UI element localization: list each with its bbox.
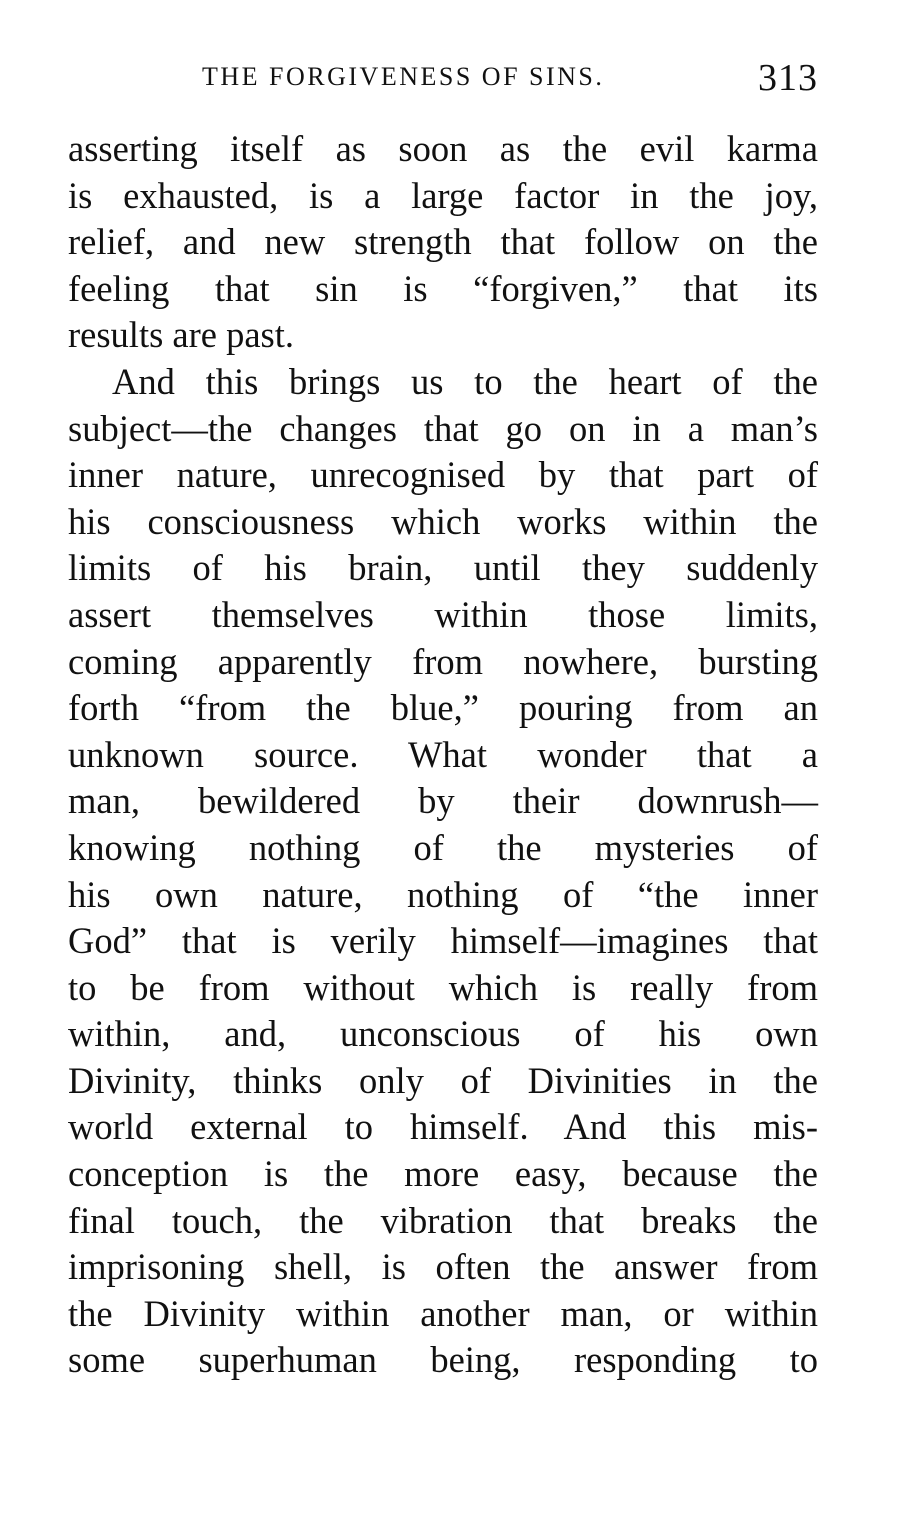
text-line: conception is the more easy, because the	[68, 1153, 818, 1195]
text-line: And this brings us to the heart of the	[112, 360, 818, 402]
text-line: inner nature, unrecognised by that part of	[68, 454, 818, 496]
page-header	[66, 58, 818, 98]
text-line: results are past.	[68, 314, 295, 356]
text-line: some superhuman being, responding to	[68, 1339, 818, 1381]
text-line: man, bewildered by their downrush—	[68, 780, 818, 822]
page-number: 313	[758, 57, 818, 99]
text-line: his consciousness which works within the	[68, 500, 818, 542]
text-line: his own nature, nothing of “the inner	[68, 873, 818, 915]
text-line: forth “from the blue,” pouring from an	[68, 687, 818, 729]
text-line: unknown source. What wonder that a	[68, 733, 818, 775]
text-line: world external to himself. And this mis-	[68, 1106, 818, 1148]
text-line: relief, and new strength that follow on the	[68, 221, 818, 263]
text-line: coming apparently from nowhere, bursting	[68, 640, 818, 682]
running-head: THE FORGIVENESS OF SINS.	[202, 62, 605, 91]
text-line: final touch, the vibration that breaks the	[68, 1199, 818, 1241]
text-line: imprisoning shell, is often the answer from	[68, 1246, 818, 1288]
text-line: God” that is verily himself—imagines that	[68, 920, 818, 962]
text-line: is exhausted, is a large factor in the joy,	[68, 174, 818, 216]
text-line: the Divinity within another man, or within	[68, 1292, 818, 1334]
text-line: limits of his brain, until they suddenly	[68, 547, 818, 589]
text-line: to be from without which is really from	[68, 966, 818, 1008]
text-line: Divinity, thinks only of Divinities in the	[68, 1059, 818, 1101]
text-line: asserting itself as soon as the evil karma	[68, 128, 818, 169]
text-line: assert themselves within those limits,	[68, 593, 818, 635]
body-text	[68, 126, 818, 1384]
text-line: feeling that sin is “forgiven,” that its	[68, 267, 818, 309]
text-line: knowing nothing of the mysteries of	[68, 826, 818, 868]
text-line: subject—the changes that go on in a man’s	[68, 407, 818, 449]
text-line: within, and, unconscious of his own	[68, 1013, 818, 1055]
